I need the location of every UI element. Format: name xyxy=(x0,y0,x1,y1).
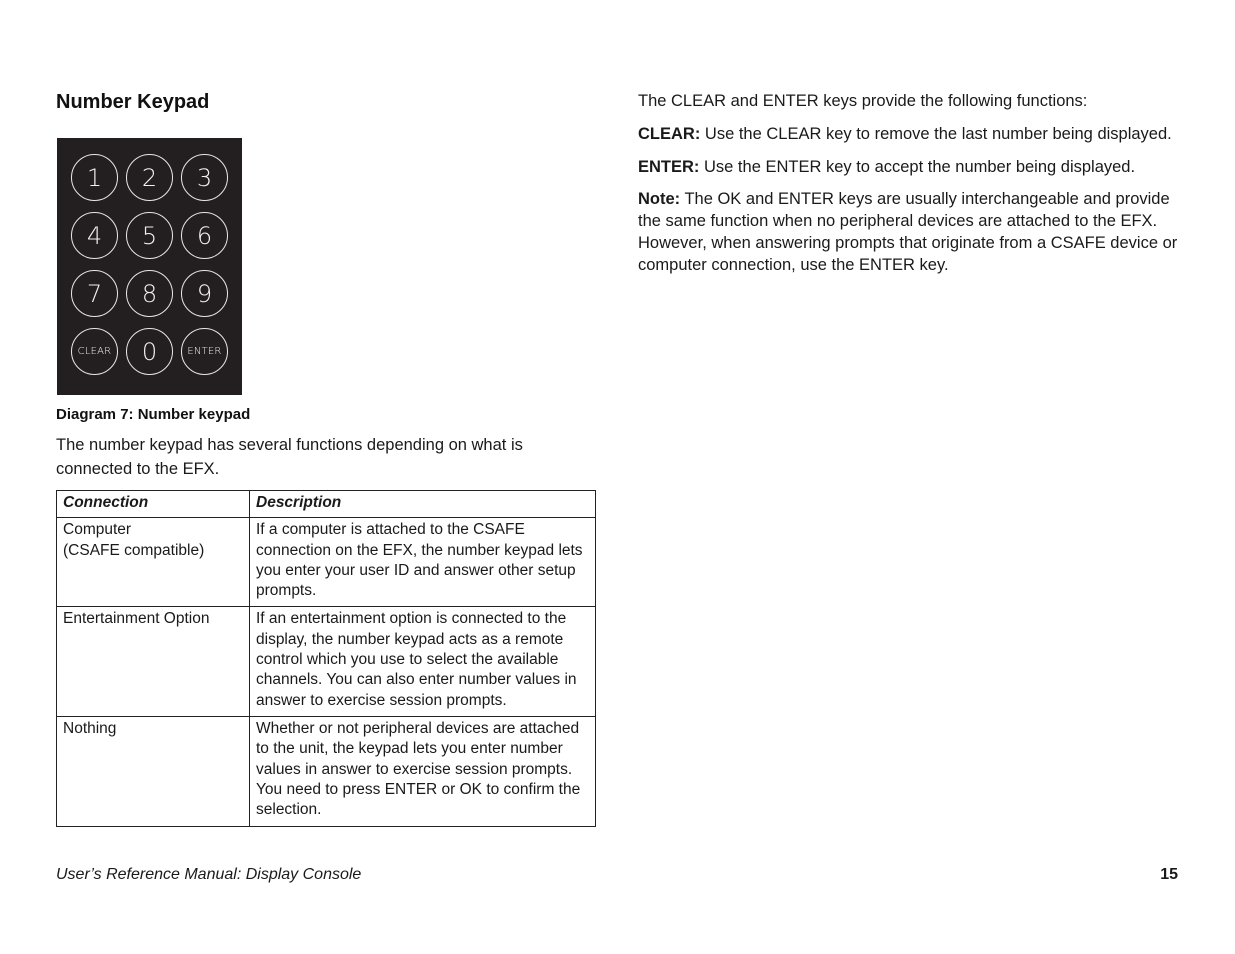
keypad-key-enter: ENTER xyxy=(181,328,228,375)
description-cell: If a computer is attached to the CSAFE connection on the EFX, the number keypad lets you enter your user ID and answer other setup prompts. xyxy=(250,518,596,607)
connection-cell: Computer (CSAFE compatible) xyxy=(57,518,250,607)
clear-key-description xyxy=(638,122,1183,146)
connection-table xyxy=(56,490,596,827)
keypad-key-1: 1 xyxy=(71,154,118,201)
clear-term: CLEAR: xyxy=(638,125,701,143)
enter-text: Use the ENTER key to accept the number being displayed. xyxy=(699,158,1136,176)
note-paragraph xyxy=(638,188,1183,276)
table-row xyxy=(57,716,596,826)
keypad-key-2: 2 xyxy=(126,154,173,201)
keypad-key-9: 9 xyxy=(181,270,228,317)
connection-cell: Nothing xyxy=(57,716,250,826)
key-functions-lead: The CLEAR and ENTER keys provide the following functions: xyxy=(638,92,1088,110)
column-header-description: Description xyxy=(250,491,596,518)
enter-key-description xyxy=(638,156,1183,178)
keypad-key-clear: CLEAR xyxy=(71,328,118,375)
intro-paragraph: The number keypad has several functions depending on what is connected to the EFX. xyxy=(56,436,523,478)
note-text: The OK and ENTER keys are usually interchangeable and provide the same function when no peripheral devices are attached to the EFX. However, when answering prompts that originate from a CSAFE device or computer connection, use the ENTER key. xyxy=(638,190,1178,274)
enter-term: ENTER: xyxy=(638,158,700,176)
footer-title: User’s Reference Manual: Display Console xyxy=(56,866,362,883)
table-row xyxy=(57,518,596,607)
key-functions-column xyxy=(638,90,1183,286)
keypad-key-7: 7 xyxy=(71,270,118,317)
keypad-key-5: 5 xyxy=(126,212,173,259)
description-cell: If an entertainment option is connected to the display, the number keypad acts as a remote control which you use to select the available channels. You can also enter number values in answer to exercise session prompts. xyxy=(250,607,596,716)
section-title: Number Keypad xyxy=(56,91,210,113)
keypad-key-4: 4 xyxy=(71,212,118,259)
number-keypad-diagram xyxy=(57,138,242,395)
table-row xyxy=(57,607,596,716)
keypad-key-6: 6 xyxy=(181,212,228,259)
connection-cell: Entertainment Option xyxy=(57,607,250,716)
diagram-caption: Diagram 7: Number keypad xyxy=(56,406,251,423)
keypad-key-8: 8 xyxy=(126,270,173,317)
description-cell: Whether or not peripheral devices are attached to the unit, the keypad lets you enter number values in answer to exercise session prompts. You need to press ENTER or OK to confirm the selection. xyxy=(250,716,596,826)
table-header-row xyxy=(57,491,596,518)
column-header-connection: Connection xyxy=(57,491,250,518)
note-term: Note: xyxy=(638,190,681,208)
clear-text: Use the CLEAR key to remove the last number being displayed. xyxy=(700,125,1172,143)
keypad-key-3: 3 xyxy=(181,154,228,201)
keypad-key-0: 0 xyxy=(126,328,173,375)
page-number: 15 xyxy=(1160,866,1178,883)
